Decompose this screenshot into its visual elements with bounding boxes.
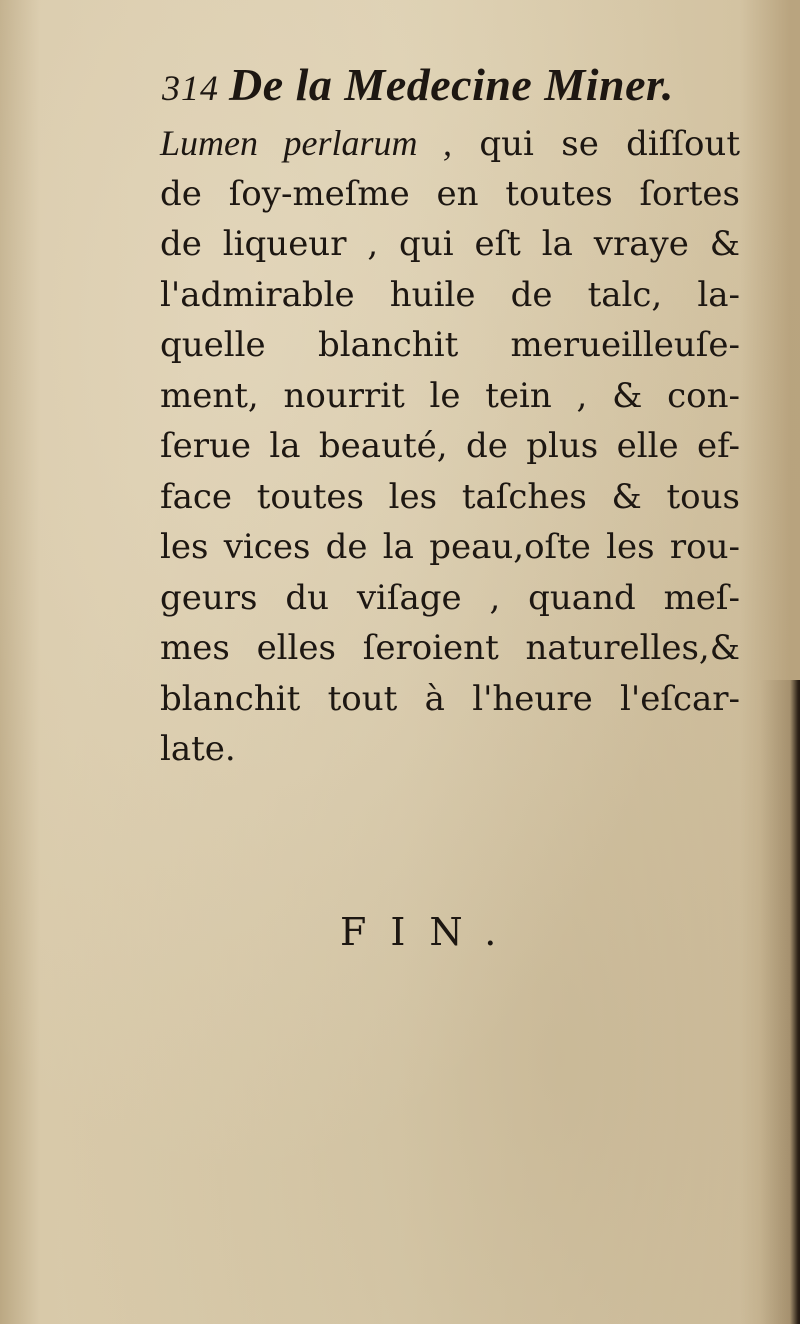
body-text bbox=[160, 118, 740, 775]
text-line: ment, nourrit le tein , & con- bbox=[160, 375, 740, 416]
text-line: geurs du viſage , quand meſ- bbox=[160, 577, 740, 618]
finis-mark: FIN. bbox=[340, 910, 521, 954]
text-line: ſerue la beauté, de plus elle ef- bbox=[160, 426, 740, 466]
page-number: 314 bbox=[162, 68, 219, 108]
text-line: face toutes les taſches & tous bbox=[160, 476, 740, 517]
page-header bbox=[162, 58, 722, 116]
text-line bbox=[160, 118, 740, 169]
running-title: De la Medecine Miner. bbox=[229, 59, 674, 110]
text-line: l'admirable huile de talc, la- bbox=[160, 274, 740, 315]
text-line: les vices de la peau,oſte les rou- bbox=[160, 527, 740, 567]
page-edge-shadow bbox=[760, 680, 800, 1324]
lead-phrase: Lumen perlarum , bbox=[160, 123, 453, 163]
text-line: quelle blanchit merueilleuſe- bbox=[160, 325, 740, 365]
text-line: de liqueur , qui eſt la vraye & bbox=[160, 224, 740, 264]
text-line: de ſoy-meſme en toutes ſortes bbox=[160, 173, 740, 214]
text-line: late. bbox=[160, 729, 236, 769]
line-text: qui se diſſout bbox=[452, 124, 740, 164]
text-line: blanchit tout à l'heure l'eſcar- bbox=[160, 678, 740, 719]
text-line: mes elles ſeroient naturelles,& bbox=[160, 628, 740, 668]
